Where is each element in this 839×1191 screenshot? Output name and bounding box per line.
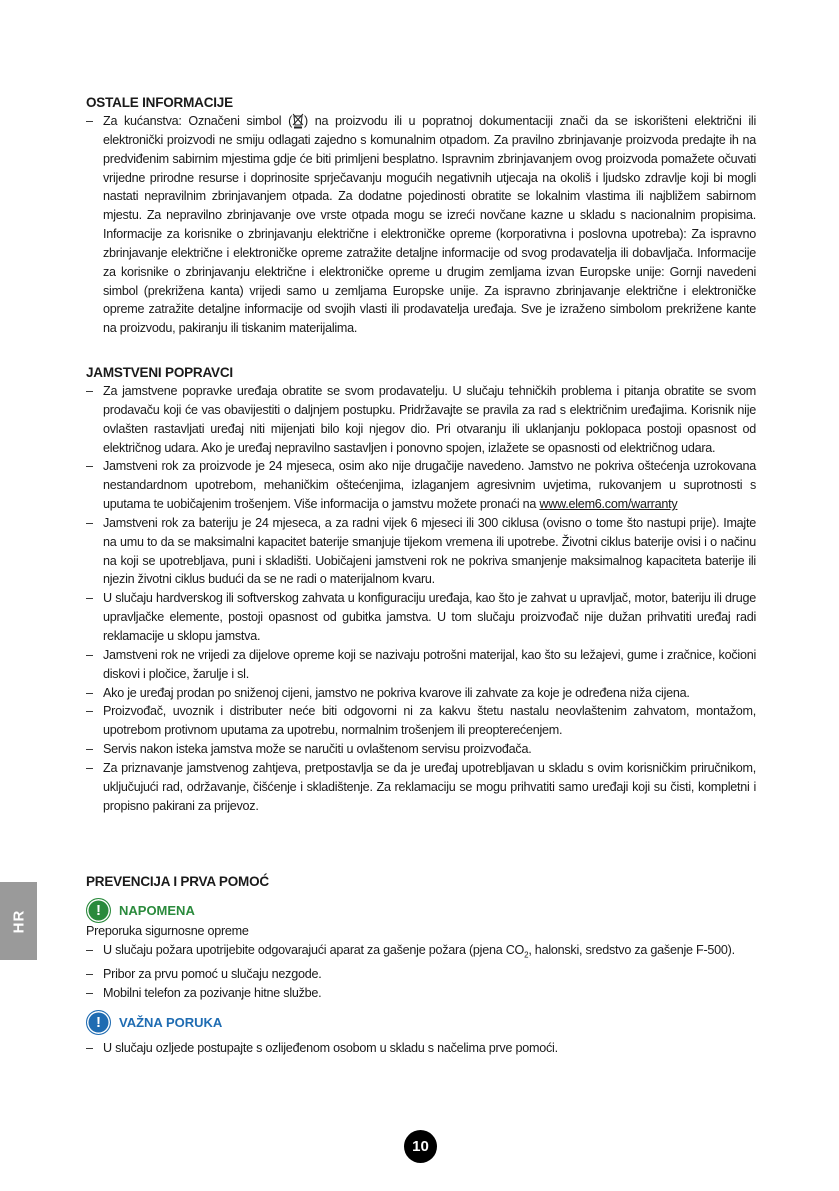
crossed-bin-icon [292,113,304,129]
language-tab [0,882,37,960]
section-other-information [86,94,756,338]
list-item: – Ako je uređaj prodan po sniženoj cijeni, jamstvo ne pokriva kvarove ili zahvate za koje je određena niža cijena. [86,684,756,703]
text-part: U slučaju požara upotrijebite odgovarajući aparat za gašenje požara (pjena CO [103,942,525,957]
list-item: – Za jamstvene popravke uređaja obratite se svom prodavatelju. U slučaju tehničkih problema i pitanja obratite se svom prodavaču koji će vas obavijestiti o daljnjem postupku. Pridržavajte se pravila za rad s električnim uređajima. Korisnik nije ovlašten rastavljati uređaj niti mijenjati bilo koji njegov dio. Pri otvaranju ili uklanjanju poklopaca postoji opasnost od električnog udara. Ako je uređaj nepravilno sastavljen i ponovno spojen, izlažete se opasnosti od električnog udara. [86,382,756,457]
list-item: – U slučaju hardverskog ili softverskog zahvata u konfiguraciju uređaja, kao što je zahvat u upravljač, motor, bateriju ili druge upravljačke elemente, postoji opasnost od gubitka jamstva. U tom slučaju proizvođač nije dužan prihvatiti uređaj radi reklamacije u sklopu jamstva. [86,589,756,646]
section-title: PREVENCIJA I PRVA POMOĆ [86,874,269,889]
section-warranty [86,364,756,815]
list-item: – Jamstveni rok za bateriju je 24 mjeseca, a za radni vijek 6 mjeseci ili 300 ciklusa (ovisno o tome što nastupi prije). Imajte na umu to da se maksimalni kapacitet baterije smanjuje tijekom vremena ili upotrebe. Životni ciklus baterije ovisi i o načinu na koji se upotrebljava, puni i skladišti. Uobičajeni jamstveni rok ne pokriva smanjenje maksimalnog kapaciteta baterije ili njezin životni ciklus budući da se ne radi o materijalnom kvaru. [86,514,756,589]
important-heading [86,1011,756,1035]
list-item: – Servis nakon isteka jamstva može se naručiti u ovlaštenom servisu proizvođača. [86,740,756,759]
note-intro: Preporuka sigurnosne opreme [86,924,249,938]
section-title: OSTALE INFORMACIJE [86,95,233,110]
section-title: JAMSTVENI POPRAVCI [86,365,233,380]
note-label: NAPOMENA [119,902,195,918]
list-item: – U slučaju ozljede postupajte s ozlijeđenom osobom u skladu s načelima prve pomoći. [86,1039,756,1058]
list-item [86,941,756,965]
exclamation-icon: ! [86,898,111,923]
list-item: – Za priznavanje jamstvenog zahtjeva, pretpostavlja se da je uređaj upotrebljavan u skladu s ovim korisničkim priručnikom, uključujući rad, održavanje, čišćenje i skladištenje. Za reklamaciju se mogu prihvatiti samo uređaji koji su čisti, kompletni i propisno pakirani za prijevoz. [86,759,756,816]
list-item: – Jamstveni rok ne vrijedi za dijelove opreme koji se nazivaju potrošni materijal, kao što su ležajevi, gume i zračnice, kočioni diskovi i pločice, žarulje i sl. [86,646,756,684]
list-item [86,457,756,514]
section-prevention [86,873,756,1058]
exclamation-icon: ! [86,1010,111,1035]
important-label: VAŽNA PORUKA [119,1015,223,1031]
text-part: ) na proizvodu ili u popratnoj dokumentaciji znači da se iskorišteni električni ili elektronički proizvodi ne smiju odlagati zajedno s komunalnim otpadom. Za pravilno zbrinjavanje proizvoda predajte ih na predviđenim sabirnim mjestima gdje će biti primljeni besplatno. Ispravnim zbrinjavanjem ovog proizvoda pomažete očuvati vrijedne prirodne resurse i doprinosite sprječavanju mogućih negativnih utjecaja na okoliš i ljudsko zdravlje koji bi mogli nastati nepravilnim zbrinjavanjem otpada. Za dodatne pojedinosti obratite se lokalnim vlastima ili najbližem sabirnom mjestu. Za nepravilno zbrinjavanje ove vrste otpada mogu se izreći novčane kazne u skladu s nacionalnim propisima. Informacije za korisnike o zbrinjavanju električne i elektroničke opreme (korporativna i poslovna upotreba): Za ispravno zbrinjavanje električne i elektroničke opreme zatražite detaljne informacije od svog prodavatelja ili dobavljača. Informacije za korisnike o zbrinjavanju električne i elektroničke opreme u drugim zemljama izvan Europske unije: Gornji navedeni simbol (prekrižena kanta) vrijedi samo u zemljama Europske unije. Za ispravno zbrinjavanje električne i elektroničke opreme zatražite detaljne informacije od svojih vlasti ili prodavatelja uređaja. Sve je izraženo simbolom prekrižene kante na proizvodu, pakiranju ili tiskanim materijalima. [103,114,756,336]
text-part: Za kućanstva: Označeni simbol ( [103,114,293,128]
note-heading [86,898,756,922]
language-label: HR [9,909,27,933]
page-number: 10 [404,1130,437,1163]
warranty-link[interactable]: www.elem6.com/warranty [539,497,678,512]
text-part: , halonski, sredstvo za gašenje F-500). [528,942,735,957]
list-item: – Proizvođač, uvoznik i distributer neće biti odgovorni ni za kakvu štetu nastalu neovlaštenim zahvatom, montažom, upotrebom protivnom uputama za upotrebu, normalnim trošenjem ili preopterećenjem. [86,702,756,740]
list-item [86,112,756,338]
list-item: – Pribor za prvu pomoć u slučaju nezgode. [86,965,756,984]
list-item: – Mobilni telefon za pozivanje hitne službe. [86,984,756,1003]
subscript: 2 [524,950,529,960]
text-part: Jamstveni rok za proizvode je 24 mjeseca, osim ako nije drugačije navedeno. Jamstvo ne pokriva oštećenja uzrokovana nestandardnom upotrebom, mehaničkim oštećenjima, izlaganjem agresivnim uvjetima, rukovanjem u suprotnosti s uputama te uobičajenim trošenjem. Više informacija o jamstvu možete pronaći na [103,459,756,512]
